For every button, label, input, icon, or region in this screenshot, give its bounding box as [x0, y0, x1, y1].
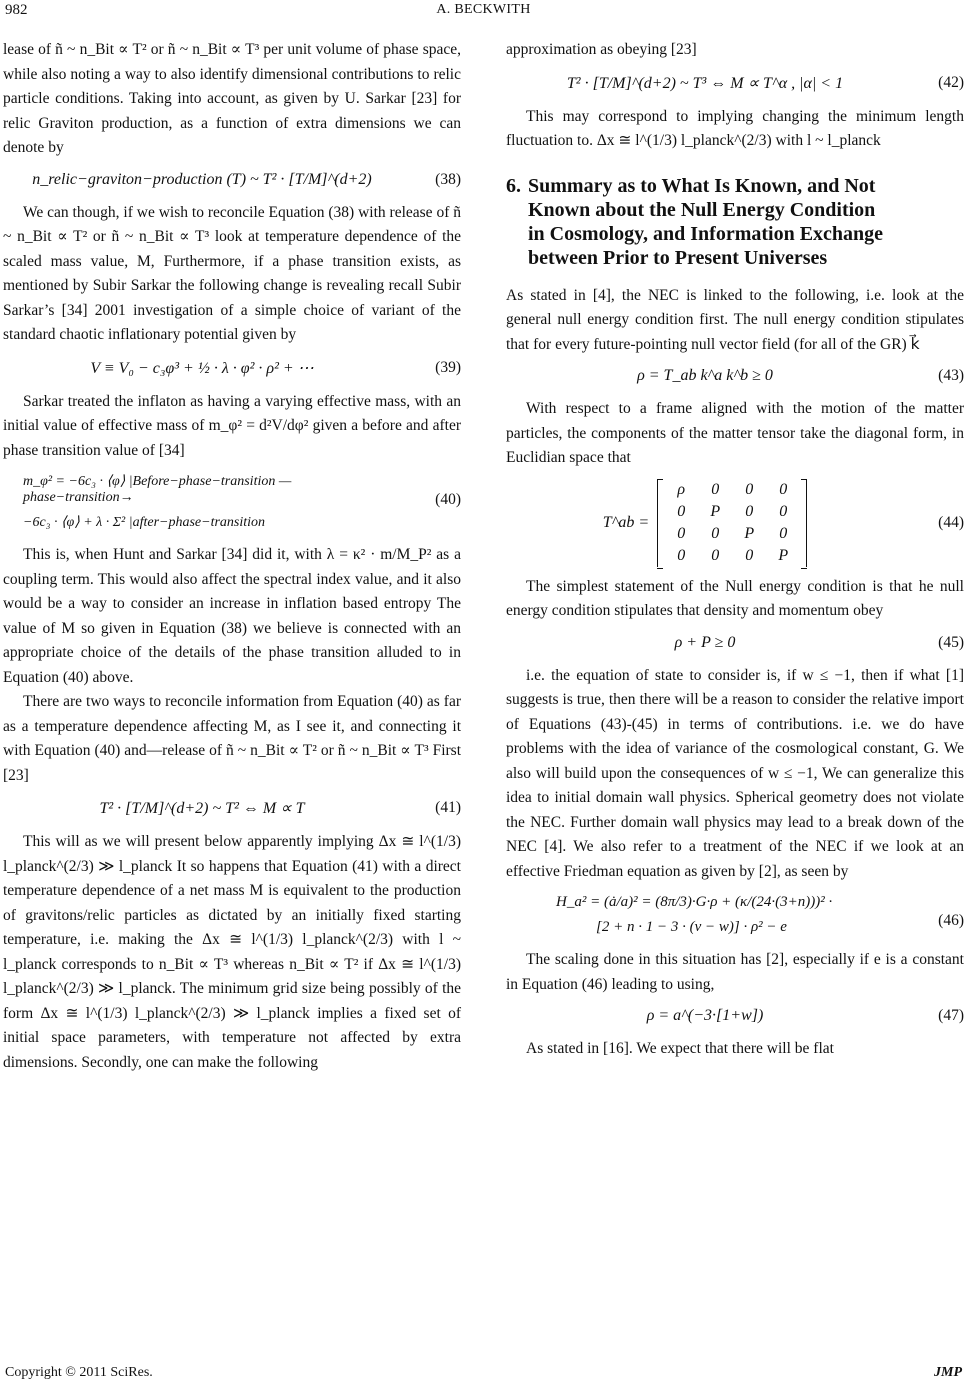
paragraph: With respect to a frame aligned with the motion of the matter particles, the components of the matter tensor take the diagonal form, in Euclidian space that [506, 400, 964, 466]
diagonal-matrix [657, 479, 807, 567]
equation-number: (40) [435, 491, 461, 508]
matrix-cell: 0 [711, 524, 720, 542]
equation-body: ρ = T_ab k^a k^b ≥ 0 [637, 367, 773, 384]
equation-45 [506, 634, 964, 652]
matrix-cell: 0 [779, 502, 788, 520]
paragraph: approximation as obeying [23] [506, 41, 697, 58]
equation-body: n_relic−graviton−production (T) ~ T² · [T/M]^(d+2) [32, 170, 372, 188]
section-title-line: Known about the Null Energy Condition [528, 198, 876, 221]
matrix-cell: P [778, 546, 789, 564]
right-column [506, 38, 964, 1062]
matrix-cell: 0 [677, 502, 686, 520]
section-title-line: Summary as to What Is Known, and Not [528, 174, 876, 197]
equation-line: [2 + n · 1 − 3 · (ν − w)] · ρ² − e [596, 919, 787, 935]
equation-body: T² · [T/M]^(d+2) ~ T² ⇔ M ∝ T [99, 800, 305, 817]
equation-body: ρ = a^(−3·[1+w]) [646, 1007, 764, 1024]
equation-46 [506, 894, 964, 936]
equation-line: −6c₃ · ⟨φ⟩ + λ · Σ² |after−phase−transition [23, 515, 266, 530]
matrix-cell: P [710, 502, 721, 520]
paragraph: This will as we will present below apparently implying Δx ≅ l^(1/3) l_planck^(2/3) ≫ l_planck It so happens that Equation (41) with a direct temperature dependence of a net mass M is equivalent to the production of gravitons/relic particles as dictated by an initially fixed starting temperature, i.e. making the Δx ≅ l^(1/3) l_planck^(2/3) with l ~ l_planck corresponds to n_Bit ∝ T³ whereas n_Bit ∝ T² if Δx ≅ l^(1/3) l_planck^(2/3) ≫ l_planck. The minimum grid size being possibly of the form Δx ≅ l^(1/3) l_planck^(2/3) ≫ l_planck implies a fixed set of initial space parameters, with temperature not affected by extra dimensions. Secondly, one can make the following [3, 833, 461, 1071]
equation-40 [3, 473, 461, 531]
matrix-cell: 0 [745, 502, 754, 520]
equation-number: (39) [435, 358, 461, 376]
page-number: 982 [5, 2, 28, 18]
equation-number: (42) [938, 73, 964, 91]
matrix-cell: 0 [677, 546, 686, 564]
paragraph: As stated in [4], the NEC is linked to the following, i.e. look at the general null energy condition first. The null energy condition stipulates that for every future-pointing null vector field (for all of the GR) k⃗ [506, 286, 964, 353]
equation-number: (45) [938, 633, 964, 651]
equation-44 [506, 479, 964, 567]
paragraph: There are two ways to reconcile information from Equation (40) as far as a temperature dependence affecting M, as I see it, and connecting it with Equation (40) and—release of ñ ~ n_Bit ∝ T² or ñ ~ n_Bit ∝ T³ First [23] [3, 693, 461, 784]
paragraph: We can though, if we wish to reconcile Equation (38) with release of ñ ~ n_Bit ∝ T² or ñ ~ n_Bit ∝ T³ look at temperature dependence of the scaled mass value, M, Furthermore, if a phase transition exists, as mentioned by Subir Sarkar the following change is revealing recall Subir Sarkar’s [34] 2001 investigation of a simple choice of variant of the standard chaotic inflationary potential given by [3, 203, 461, 343]
equation-43 [506, 367, 964, 385]
matrix-cell: 0 [745, 546, 754, 564]
equation-41 [3, 798, 461, 818]
paragraph: As stated in [16]. We expect that there will be flat [526, 1040, 834, 1057]
section-number: 6. [506, 174, 521, 197]
equation-body: T² · [T/M]^(d+2) ~ T³ ⇔ M ∝ T^α , |α| < 1 [566, 74, 844, 92]
paragraph: The simplest statement of the Null energy condition is that he null energy condition stipulates that density and momentum obey [506, 577, 964, 619]
paragraph: This is, when Hunt and Sarkar [34] did it, with λ = κ² · m/M_P² as a coupling term. This would also affect the spectral index value, and it also would be a way to consider an increase in inflation based entropy The value of M so given in Equation (38) we believe is connected with an appropriate choice of the details of the phase transition alluded to in Equation (40) above. [3, 546, 461, 686]
matrix-lhs: T^ab = [602, 513, 650, 531]
matrix-cell: 0 [711, 480, 720, 498]
equation-42 [506, 73, 964, 93]
paragraph: This may correspond to implying changing the minimum length fluctuation to. Δx ≅ l^(1/3) l_planck^(2/3) with l ~ l_planck [506, 107, 964, 149]
matrix-cell: 0 [745, 480, 754, 498]
running-header-author: A. BECKWITH [436, 2, 531, 17]
equation-38 [3, 171, 461, 189]
matrix-cell: 0 [677, 524, 686, 542]
equation-number: (44) [938, 513, 964, 531]
equation-body: ρ + P ≥ 0 [674, 633, 736, 651]
paragraph: lease of ñ ~ n_Bit ∝ T² or ñ ~ n_Bit ∝ T³ per unit volume of phase space, while also noting a way to also identify dimensional contributions to relic particle conditions. Taking into account, as given by U. Sarkar [23] for relic Graviton production, as a function of extra dimensions we can denote by [3, 41, 461, 156]
journal-footer: JMP [934, 1365, 962, 1380]
equation-body: V ≡ V₀ − c₃φ³ + ½ · λ · φ² · ρ² + ⋯ [90, 359, 314, 377]
equation-number: (41) [435, 799, 461, 816]
equation-47 [506, 1007, 964, 1025]
copyright-footer: Copyright © 2011 SciRes. [5, 1365, 153, 1380]
equation-number: (43) [938, 367, 964, 384]
section-title-line: between Prior to Present Universes [528, 246, 828, 269]
matrix-cell: P [744, 524, 755, 542]
section-title-line: in Cosmology, and Information Exchange [528, 222, 884, 245]
matrix-cell: 0 [779, 480, 788, 498]
equation-line: H_a² = (ȧ/a)² = (8π/3)·G·ρ + (κ/(24·(3+n)))² · [556, 894, 833, 910]
equation-body [603, 479, 867, 567]
paragraph: The scaling done in this situation has [2], especially if e is a constant in Equation (46) leading to using, [506, 951, 964, 993]
equation-line: m_φ² = −6c₃ · ⟨φ⟩ |Before−phase−transition —phase−transition→ [23, 474, 292, 505]
equation-number: (38) [435, 170, 461, 188]
left-column [3, 38, 461, 1075]
equation-39 [3, 358, 461, 378]
equation-number: (47) [938, 1007, 964, 1024]
paragraph: i.e. the equation of state to consider is, if w ≤ −1, then if what [1] suggests is true, then there will be a reason to consider the relative import of Equations (43)-(45) in terms of contributions. i.e. we do have problems with the idea of variance of the cosmological constant, G. We also will build upon the consequences of w ≤ −1, We can generalize this idea to initial domain wall physics. Spherical geometry does not violate the NEC. Further domain wall physics may lead to a break down of the NEC [4]. We also refer to a treatment of the NEC if we look at an effective Friedman equation as given by [2], as seen by [506, 666, 964, 880]
equation-number: (46) [938, 912, 964, 929]
section-heading [506, 174, 964, 270]
matrix-cell: 0 [779, 524, 788, 542]
matrix-cell: ρ [677, 480, 686, 498]
matrix-cell: 0 [711, 546, 720, 564]
paragraph: Sarkar treated the inflaton as having a varying effective mass, with an initial value of effective mass of m_φ² = d²V/dφ² given a before and after phase transition value of [34] [3, 392, 461, 459]
